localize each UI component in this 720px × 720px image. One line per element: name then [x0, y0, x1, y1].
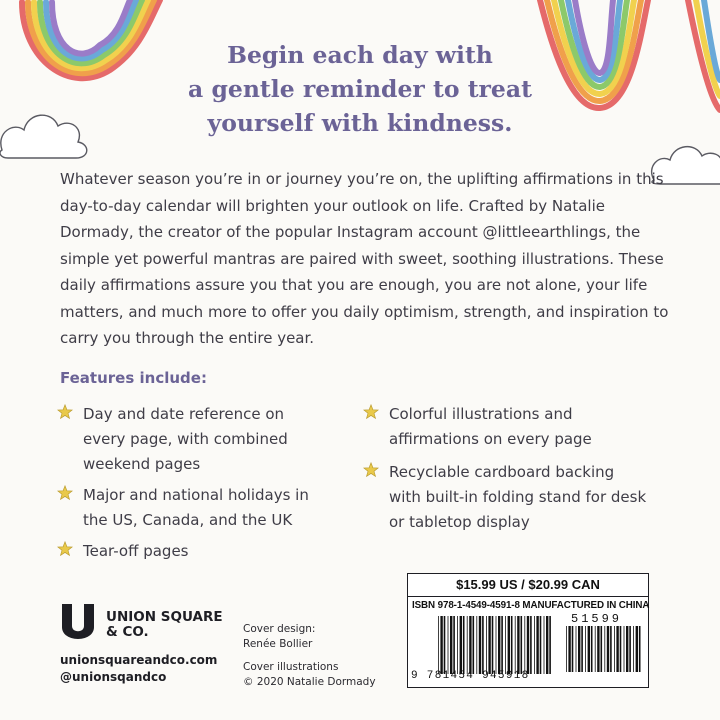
barcode-bar: [601, 626, 603, 672]
barcode-bar: [636, 626, 638, 672]
barcode-bar: [444, 616, 446, 674]
barcode-bar: [595, 626, 596, 672]
barcode-bar: [626, 626, 628, 672]
feature-text: the US, Canada, and the UK: [83, 511, 293, 529]
barcode-bar: [457, 616, 458, 674]
union-square-logo-icon: [60, 602, 96, 642]
barcode-bar: [544, 616, 545, 674]
barcode-bar: [486, 616, 487, 674]
barcode-bar: [488, 616, 490, 674]
feature-text: Colorful illustrations and: [389, 405, 573, 423]
barcode-bar: [607, 626, 609, 672]
barcode-bar: [566, 626, 567, 672]
barcode-bar: [610, 626, 612, 672]
barcode-bar: [440, 616, 442, 674]
feature-text: Day and date reference on: [83, 405, 285, 423]
barcode-bar: [597, 626, 599, 672]
social-handle-text: @unionsqandco: [60, 670, 167, 684]
barcode-bar: [585, 626, 586, 672]
credit-label: Cover illustrations: [243, 661, 339, 673]
barcode-bar: [616, 626, 618, 672]
barcode-bar: [482, 616, 484, 674]
barcode-bar: [463, 616, 465, 674]
star-icon: [363, 404, 379, 420]
barcode-bar: [473, 616, 475, 674]
barcode-bar: [540, 616, 542, 674]
features-heading: Features include:: [60, 369, 207, 387]
feature-text: with built-in folding stand for desk: [389, 488, 647, 506]
barcode-bar: [527, 616, 529, 674]
price-text: $15.99 US / $20.99 CAN: [408, 574, 648, 597]
headline-line: Begin each day with: [227, 41, 493, 69]
barcode-bar: [505, 616, 506, 674]
barcode-bar: [476, 616, 477, 674]
barcode-bar: [639, 626, 641, 672]
star-icon: [57, 404, 73, 420]
addon-barcode-bars: [566, 626, 644, 672]
star-icon: [363, 462, 379, 478]
barcode-bar: [496, 616, 497, 674]
barcode-bar: [534, 616, 535, 674]
barcode-bar: [517, 616, 519, 674]
barcode-bar: [588, 626, 590, 672]
star-icon: [57, 541, 73, 557]
barcode-bar: [511, 616, 513, 674]
publisher-contacts: [60, 652, 217, 686]
barcode-bar: [460, 616, 462, 674]
feature-text: Recyclable cardboard backing: [389, 463, 615, 481]
credit-name: Renée Bollier: [243, 637, 313, 650]
barcode-bar: [479, 616, 481, 674]
barcode-bar: [572, 626, 574, 672]
website-text: unionsquareandco.com: [60, 653, 218, 667]
description-paragraph: Whatever season you’re in or journey you’re on, the uplifting affirmations in this day-to-day calendar will brighten your outlook on life. Crafted by Natalie Dormady, the creator of the popular Instagram account @littleearthlings, the simple yet powerful mantras are paired with sweet, soothing illustrations. These daily affirmations assure you that you are enough, you are not alone, your life matters, and much more to offer you daily optimism, strength, and inspiration to carry you through the entire year.: [60, 170, 669, 347]
barcode-bar: [549, 616, 551, 674]
feature-text: every page, with combined: [83, 430, 288, 448]
headline-line: yourself with kindness.: [207, 109, 513, 137]
barcode-bar: [591, 626, 593, 672]
feature-text: Tear-off pages: [83, 542, 189, 560]
isbn-text: ISBN 978-1-4549-4591-8 MANUFACTURED IN CHINA: [412, 600, 650, 611]
credit-label: Cover design:: [243, 623, 316, 635]
logo-text: UNION SQUARE: [106, 609, 223, 625]
barcode-bar: [501, 616, 503, 674]
cover-credits: [243, 622, 376, 689]
feature-text: affirmations on every page: [389, 430, 592, 448]
barcode-bar: [448, 616, 449, 674]
barcode-bar: [578, 626, 580, 672]
barcode-bar: [453, 616, 455, 674]
barcode-bar: [438, 616, 439, 674]
barcode-bar: [492, 616, 494, 674]
barcode-bar: [568, 626, 570, 672]
barcode-bar: [581, 626, 583, 672]
credit-name: © 2020 Natalie Dormady: [243, 675, 376, 688]
barcode-bar: [515, 616, 516, 674]
barcode-bar: [524, 616, 525, 674]
barcode-bar: [536, 616, 538, 674]
barcode-bars: [438, 616, 553, 674]
barcode-bar: [633, 626, 634, 672]
barcode-bar: [498, 616, 500, 674]
barcode-bar: [614, 626, 615, 672]
barcode-bar: [604, 626, 605, 672]
barcode-bar: [576, 626, 577, 672]
addon-digits: 51599: [571, 612, 623, 626]
barcode-bar: [624, 626, 625, 672]
isbn-barcode-digits: 9 781454 945918: [411, 670, 530, 682]
barcode-bar: [546, 616, 548, 674]
barcode-box: [407, 573, 649, 688]
barcode-bar: [620, 626, 622, 672]
cloud-left: [0, 115, 87, 158]
headline-line: a gentle reminder to treat: [188, 75, 532, 103]
headline: [150, 38, 570, 140]
logo-text: & CO.: [106, 624, 149, 640]
barcode-bar: [469, 616, 471, 674]
star-icon: [57, 485, 73, 501]
feature-text: weekend pages: [83, 455, 201, 473]
barcode-bar: [521, 616, 523, 674]
barcode-bar: [450, 616, 452, 674]
barcode-bar: [508, 616, 510, 674]
feature-text: or tabletop display: [389, 513, 530, 531]
barcode-bar: [629, 626, 631, 672]
feature-text: Major and national holidays in: [83, 486, 309, 504]
barcode-bar: [467, 616, 468, 674]
barcode-bar: [530, 616, 532, 674]
